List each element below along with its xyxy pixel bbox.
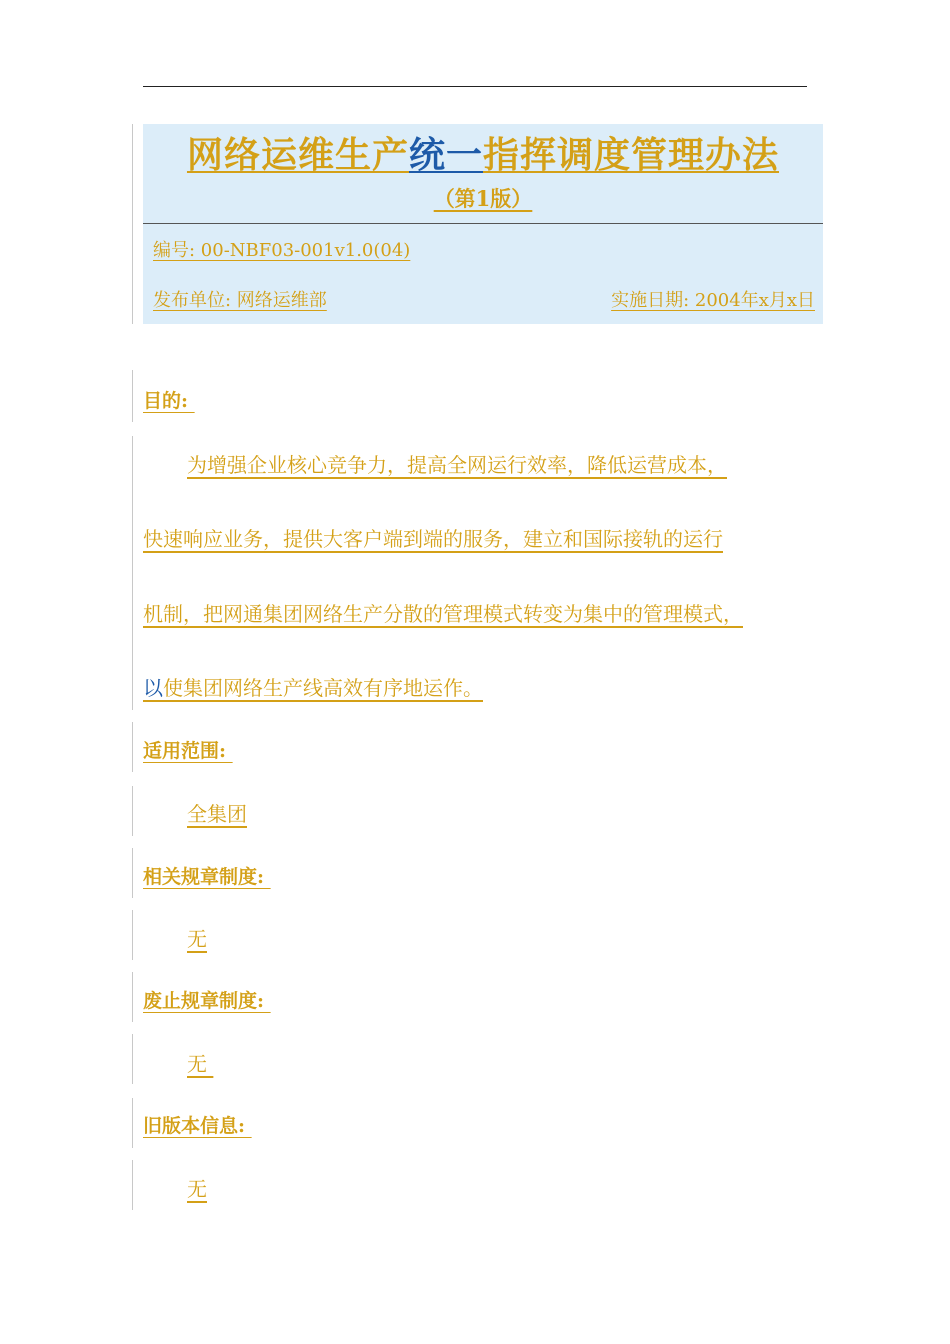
old-version-heading: 旧版本信息: (143, 1115, 252, 1137)
scope-value: 全集团 (187, 802, 247, 826)
margin-change-bar (132, 786, 133, 836)
related-rules-heading: 相关规章制度: (143, 866, 271, 888)
document-number: 编号: 00-NBF03-001v1.0(04) (153, 240, 411, 261)
purpose-heading: 目的: (143, 390, 195, 412)
top-rule (143, 86, 807, 87)
margin-change-bar (132, 972, 133, 1022)
abolished-rules-value: 无 (187, 1052, 214, 1076)
version-text: （第1版） (433, 186, 533, 211)
margin-change-bar (132, 436, 133, 710)
title-part-3: 指挥调度管理办法 (483, 134, 780, 176)
margin-change-bar (132, 722, 133, 772)
related-rules-value: 无 (187, 927, 207, 951)
purpose-line-4 (143, 674, 483, 702)
publisher: 发布单位: 网络运维部 (153, 290, 327, 311)
document-title (143, 132, 823, 178)
header-divider (143, 223, 823, 224)
margin-change-bar (132, 910, 133, 960)
purpose-line-4-rest: 使集团网络生产线高效有序地运作。 (163, 676, 483, 700)
margin-change-bar (132, 1034, 133, 1084)
margin-change-bar (132, 1098, 133, 1148)
scope-heading: 适用范围: (143, 740, 233, 762)
effective-date: 实施日期: 2004年x月x日 (611, 290, 815, 311)
title-part-1: 网络运维生产 (186, 134, 409, 176)
document-header (143, 124, 823, 324)
title-part-2: 统一 (408, 134, 483, 176)
margin-change-bar (132, 1160, 133, 1210)
version-label (143, 184, 823, 214)
purpose-line-1: 为增强企业核心竞争力，提高全网运行效率，降低运营成本， (187, 453, 727, 477)
purpose-line-2: 快速响应业务，提供大客户端到端的服务，建立和国际接轨的运行 (143, 527, 723, 551)
old-version-value: 无 (187, 1177, 207, 1201)
purpose-line-4-blue: 以 (143, 676, 163, 700)
margin-change-bar (132, 848, 133, 898)
abolished-rules-heading: 废止规章制度: (143, 990, 271, 1012)
margin-change-bar (132, 124, 133, 324)
margin-change-bar (132, 370, 133, 422)
purpose-line-3: 机制，把网通集团网络生产分散的管理模式转变为集中的管理模式， (143, 602, 743, 626)
